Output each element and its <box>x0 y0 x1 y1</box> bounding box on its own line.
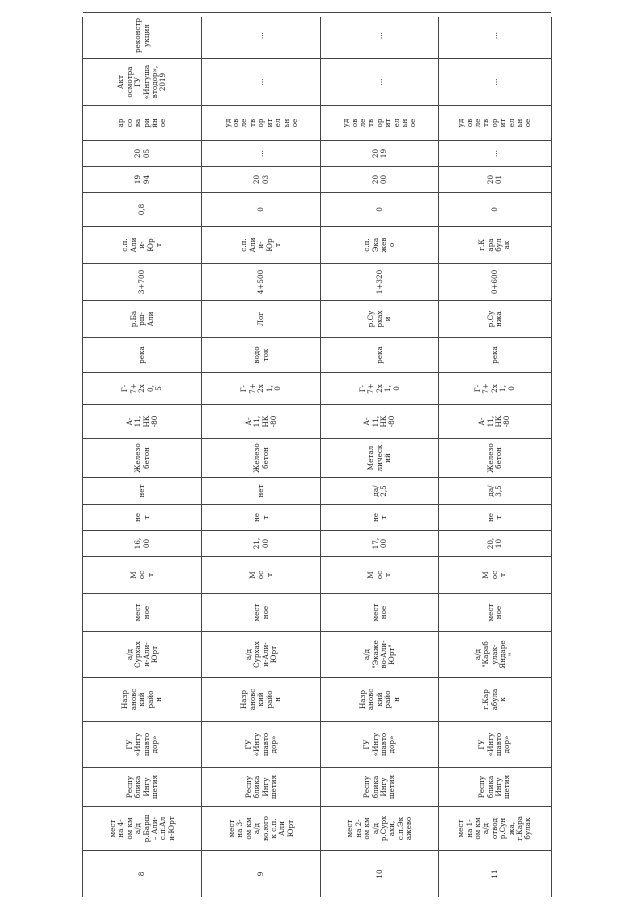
cell-num <box>321 851 439 897</box>
cell-text: Лог <box>256 311 266 327</box>
cell-text: река <box>489 346 499 364</box>
cell-load <box>202 405 321 439</box>
cell-text: Респу блика Ингу шетия <box>362 774 397 800</box>
cell-text: А- 11, НК -80 <box>124 415 159 428</box>
cell-text: 8 <box>137 871 147 877</box>
cell-text: не т <box>370 512 388 523</box>
cell-text: мест ное <box>485 603 503 622</box>
cell-text: 20 01 <box>485 174 503 185</box>
cell-c2 <box>321 478 439 505</box>
cell-value <box>439 193 551 227</box>
cell-river <box>83 301 202 338</box>
cell-text: Респу блика Ингу шетия <box>243 774 278 800</box>
cell-condition <box>83 106 202 141</box>
cell-obstacle <box>321 338 439 373</box>
cell-text: мест на 4- ом км а/д р.Барш – Али- c.п.Ал и-Юрт <box>107 814 176 843</box>
cell-text: мест на 3- ом км а/д во.юго к с.п. Али Юрт <box>226 816 295 842</box>
table-row <box>82 17 202 897</box>
cell-district <box>321 678 439 722</box>
cell-text: Назр ановс кий райо н <box>120 688 164 711</box>
cell-act <box>83 59 202 106</box>
cell-text: А- 11, НК -80 <box>477 415 512 428</box>
cell-text: р.Су нжа <box>485 310 503 328</box>
cell-year-repair <box>321 141 439 167</box>
cell-responsible <box>202 0 321 13</box>
cell-region <box>202 768 321 807</box>
cell-responsible <box>321 0 439 13</box>
cell-text: 20, 10 <box>485 537 503 550</box>
cell-act <box>321 59 439 106</box>
cell-road <box>439 632 551 678</box>
cell-responsible <box>439 0 551 13</box>
cell-length <box>321 531 439 557</box>
cell-text: уд ов ле тв ор ит ел ьн ое <box>341 118 418 128</box>
cell-text: Акт осмотра ГУ «Ингуша втодор», 2019 <box>116 64 168 100</box>
cell-river <box>202 301 321 338</box>
cell-num <box>83 851 202 897</box>
cell-text: мест на 1- ом км а/д отвод р.Сун жа, г.Кара булак <box>456 816 533 841</box>
cell-location <box>83 807 202 851</box>
cell-text: да/ 2,5 <box>370 485 388 497</box>
cell-text: реконстр укция <box>133 17 151 54</box>
cell-value <box>321 193 439 227</box>
cell-text: ... <box>256 32 266 39</box>
cell-material <box>83 439 202 478</box>
cell-text: мест ное <box>133 603 151 622</box>
cell-text: Г- 7+ 2х 1, 0 <box>472 383 516 394</box>
cell-text: 0,8 <box>137 203 147 216</box>
cell-act <box>202 59 321 106</box>
cell-text: ... <box>374 78 384 86</box>
cell-gabarit <box>202 373 321 405</box>
cell-region <box>439 768 551 807</box>
cell-text: ГУ «Ингу шавто дор» <box>243 732 278 757</box>
cell-text: река <box>137 346 147 364</box>
cell-text: уд ов ле тв ор ит ел ьн ое <box>456 118 533 128</box>
cell-obstacle <box>83 338 202 373</box>
cell-text: нет <box>256 484 266 498</box>
cell-text: ... <box>489 78 499 86</box>
cell-text: 1+320 <box>374 269 384 295</box>
cell-district <box>202 678 321 722</box>
cell-org <box>439 722 551 768</box>
cell-text: 20 19 <box>370 148 388 159</box>
cell-condition <box>439 106 551 141</box>
table-row <box>438 17 552 897</box>
table-row <box>320 17 439 897</box>
cell-location <box>321 807 439 851</box>
cell-text: Назр ановс кий райо н <box>239 688 283 711</box>
table-row <box>201 17 321 897</box>
cell-c2 <box>439 478 551 505</box>
cell-text: А- 11, НК -80 <box>243 415 278 428</box>
cell-text: р.Су рхах и <box>366 310 393 328</box>
cell-road <box>202 632 321 678</box>
cell-text: 11 <box>489 869 499 879</box>
cell-length <box>439 531 551 557</box>
cell-text: ГУ «Ингу шавто дор» <box>477 732 512 757</box>
cell-c1 <box>439 505 551 531</box>
cell-c1 <box>321 505 439 531</box>
cell-road <box>83 632 202 678</box>
cell-location <box>202 807 321 851</box>
cell-text: мест ное <box>370 603 388 622</box>
cell-text: а/д "Караб улак- Яндаре " <box>472 640 516 669</box>
cell-load <box>321 405 439 439</box>
cell-text: с.п. Али и- Юр т <box>239 237 283 253</box>
cell-text: а/д Сурхах и-Али- Юрт <box>124 641 159 668</box>
cell-district <box>439 678 551 722</box>
cell-year-repair <box>439 141 551 167</box>
cell-region <box>321 768 439 807</box>
cell-river <box>321 301 439 338</box>
cell-text: ... <box>256 78 266 86</box>
cell-text: водо ток <box>252 346 270 364</box>
cell-c2 <box>83 478 202 505</box>
cell-material <box>321 439 439 478</box>
cell-text: ... <box>489 32 499 39</box>
cell-text: Г- 7+ 2х 1, 0 <box>239 383 283 394</box>
cell-text: 0 <box>256 207 266 212</box>
cell-text: 21, 00 <box>252 537 270 550</box>
cell-material <box>202 439 321 478</box>
cell-condition <box>321 106 439 141</box>
cell-text: Железо бетон <box>133 443 151 473</box>
cell-org <box>202 722 321 768</box>
cell-text: 10 <box>374 869 384 879</box>
cell-text: Железо бетон <box>485 443 503 473</box>
cell-c1 <box>202 505 321 531</box>
cell-gabarit <box>83 373 202 405</box>
cell-text: М ос т <box>247 570 274 580</box>
cell-text: мест ное <box>252 603 270 622</box>
cell-gabarit <box>321 373 439 405</box>
cell-text: с.п. Али и- Юр т <box>120 237 164 253</box>
cell-object <box>202 557 321 594</box>
cell-year-repair <box>202 141 321 167</box>
cell-settlement <box>321 227 439 264</box>
cell-text: 4+500 <box>256 269 266 295</box>
cell-c1 <box>83 505 202 531</box>
cell-text: Г- 7+ 2х 0, 5 <box>120 383 164 394</box>
cell-text: ГУ «Ингу шавто дор» <box>124 732 159 757</box>
cell-text: М ос т <box>366 570 393 580</box>
cell-km <box>321 264 439 301</box>
cell-text: 0 <box>374 207 384 212</box>
cell-text: а/д Сурхах и-Али- Юрт <box>243 641 278 668</box>
cell-text: г.Кар абула к <box>481 688 508 711</box>
cell-year-repair <box>83 141 202 167</box>
cell-text: уд ов ле тв ор ит ел ьн ое <box>222 118 299 128</box>
cell-object <box>83 557 202 594</box>
cell-district <box>83 678 202 722</box>
cell-responsible <box>83 0 202 13</box>
cell-text: 20 03 <box>252 174 270 185</box>
cell-text: г.К ара бул ак <box>477 238 512 252</box>
cell-settlement <box>439 227 551 264</box>
cell-num <box>439 851 551 897</box>
cell-org <box>321 722 439 768</box>
cell-text: не т <box>252 512 270 523</box>
cell-km <box>202 264 321 301</box>
cell-measure <box>439 13 551 59</box>
cell-act <box>439 59 551 106</box>
cell-text: 9 <box>256 871 266 877</box>
cell-region <box>83 768 202 807</box>
cell-measure <box>202 13 321 59</box>
cell-load <box>439 405 551 439</box>
cell-material <box>439 439 551 478</box>
cell-text: Респу блика Ингу шетия <box>124 774 159 800</box>
cell-text: не т <box>485 512 503 523</box>
cell-text: Железо бетон <box>252 443 270 473</box>
cell-type <box>83 594 202 632</box>
cell-text: 17, 00 <box>370 537 388 550</box>
cell-settlement <box>83 227 202 264</box>
cell-obstacle <box>202 338 321 373</box>
cell-text: да/ 3,5 <box>485 485 503 497</box>
cell-text: 0+600 <box>489 269 499 295</box>
cell-text: не т <box>133 512 151 523</box>
cell-condition <box>202 106 321 141</box>
cell-load <box>83 405 202 439</box>
cell-type <box>202 594 321 632</box>
cell-text: Метал лическ ий <box>366 444 393 472</box>
cell-text: Респу блика Ингу шетия <box>477 774 512 800</box>
cell-text: ГУ «Ингу шавто дор» <box>362 732 397 757</box>
cell-org <box>83 722 202 768</box>
cell-object <box>321 557 439 594</box>
cell-measure <box>83 13 202 59</box>
rotated-bridge-table <box>82 17 550 897</box>
cell-text: с.п. Эка жев о <box>362 237 397 253</box>
cell-value <box>202 193 321 227</box>
cell-text: ар со ва ри йн ое <box>116 118 168 128</box>
cell-measure <box>321 13 439 59</box>
cell-text: М ос т <box>481 570 508 580</box>
cell-road <box>321 632 439 678</box>
cell-text: А- 11, НК -80 <box>362 415 397 428</box>
cell-text: ... <box>374 32 384 39</box>
cell-c2 <box>202 478 321 505</box>
cell-value <box>83 193 202 227</box>
cell-text: ... <box>489 150 499 157</box>
cell-river <box>439 301 551 338</box>
cell-text: 3+700 <box>137 269 147 295</box>
cell-location <box>439 807 551 851</box>
cell-text: ... <box>256 150 266 157</box>
cell-text: М ос т <box>128 570 155 580</box>
cell-object <box>439 557 551 594</box>
cell-year-built <box>439 167 551 193</box>
cell-text: 20 05 <box>133 148 151 159</box>
cell-text: а/д "Экаже во-Али- Юрт" <box>362 640 397 669</box>
cell-length <box>83 531 202 557</box>
cell-type <box>321 594 439 632</box>
cell-year-built <box>83 167 202 193</box>
cell-text: Назр ановс кий райо н <box>357 688 401 711</box>
cell-year-built <box>321 167 439 193</box>
cell-text: р.Ба рш- Али <box>128 310 155 328</box>
cell-text: Г- 7+ 2х 1, 0 <box>357 383 401 394</box>
cell-year-built <box>202 167 321 193</box>
cell-type <box>439 594 551 632</box>
cell-obstacle <box>439 338 551 373</box>
cell-km <box>83 264 202 301</box>
cell-settlement <box>202 227 321 264</box>
cell-num <box>202 851 321 897</box>
cell-text: нет <box>137 484 147 498</box>
cell-km <box>439 264 551 301</box>
cell-text: мест на 2- ом км а/д р.Сурх ахи, с.п.Эк ажево <box>345 815 414 842</box>
cell-text: 16, 00 <box>133 537 151 550</box>
cell-gabarit <box>439 373 551 405</box>
cell-text: 19 94 <box>133 174 151 185</box>
cell-length <box>202 531 321 557</box>
cell-text: река <box>374 346 384 364</box>
cell-text: 20 00 <box>370 174 388 185</box>
cell-text: 0 <box>489 207 499 212</box>
